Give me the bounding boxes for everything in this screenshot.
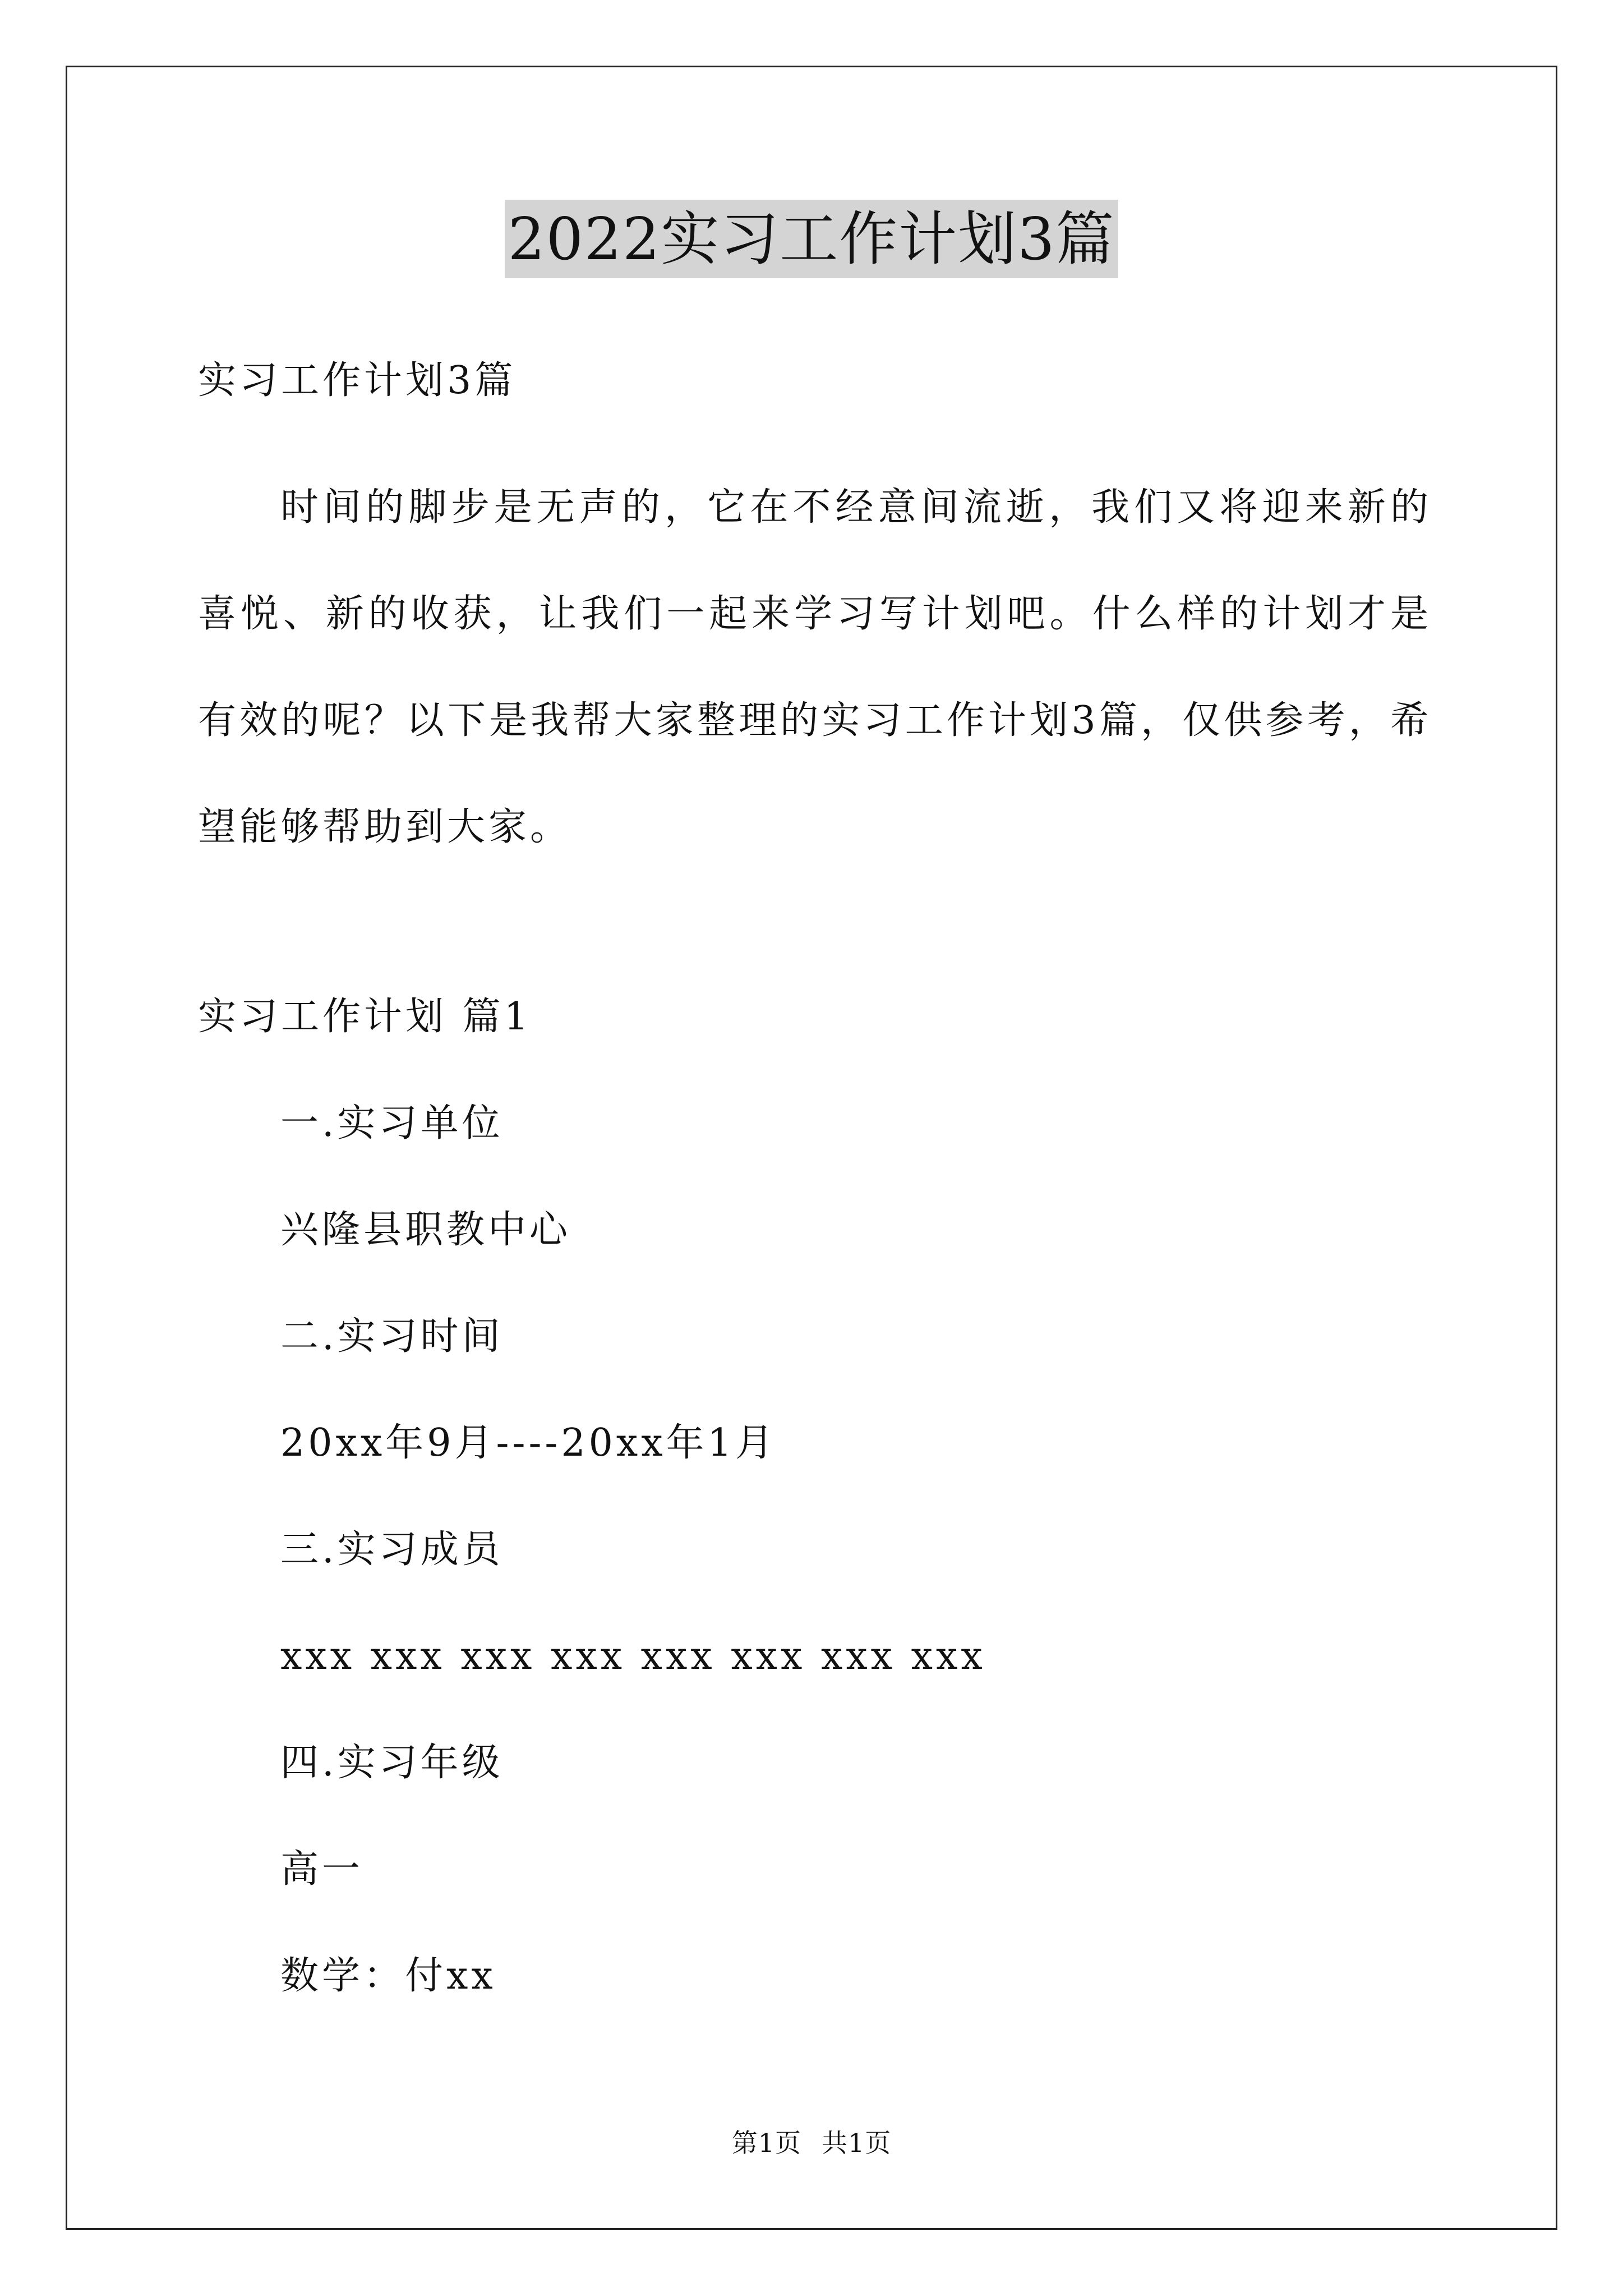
item-internship-unit-heading: 一.实习单位 bbox=[280, 1101, 504, 1145]
page-footer bbox=[0, 2126, 1623, 2160]
page-number-current: 第1页 bbox=[731, 2128, 801, 2158]
page-number-total: 共1页 bbox=[822, 2128, 892, 2158]
document-title: 2022实习工作计划3篇 bbox=[505, 200, 1119, 278]
intro-paragraph: 时间的脚步是无声的，它在不经意间流逝，我们又将迎来新的喜悦、新的收获，让我们一起来学习写计划吧。什么样的计划才是有效的呢？以下是我帮大家整理的实习工作计划3篇，仅供参考，希望能够帮助到大家。 bbox=[198, 485, 1432, 849]
item-internship-grade-value: 高一 bbox=[280, 1847, 364, 1892]
item-internship-members-value: xxx xxx xxx xxx xxx xxx xxx xxx bbox=[280, 1634, 986, 1678]
title-container bbox=[0, 200, 1623, 278]
document-subtitle: 实习工作计划3篇 bbox=[198, 358, 517, 403]
item-internship-members-heading: 三.实习成员 bbox=[280, 1527, 504, 1572]
item-internship-time-heading: 二.实习时间 bbox=[280, 1314, 504, 1359]
section-heading: 实习工作计划 篇1 bbox=[198, 995, 532, 1039]
item-math-teacher: 数学：付xx bbox=[280, 1954, 496, 1998]
item-internship-grade-heading: 四.实习年级 bbox=[280, 1741, 504, 1785]
item-internship-unit-value: 兴隆县职教中心 bbox=[280, 1208, 571, 1252]
item-internship-time-value: 20xx年9月----20xx年1月 bbox=[280, 1421, 777, 1465]
